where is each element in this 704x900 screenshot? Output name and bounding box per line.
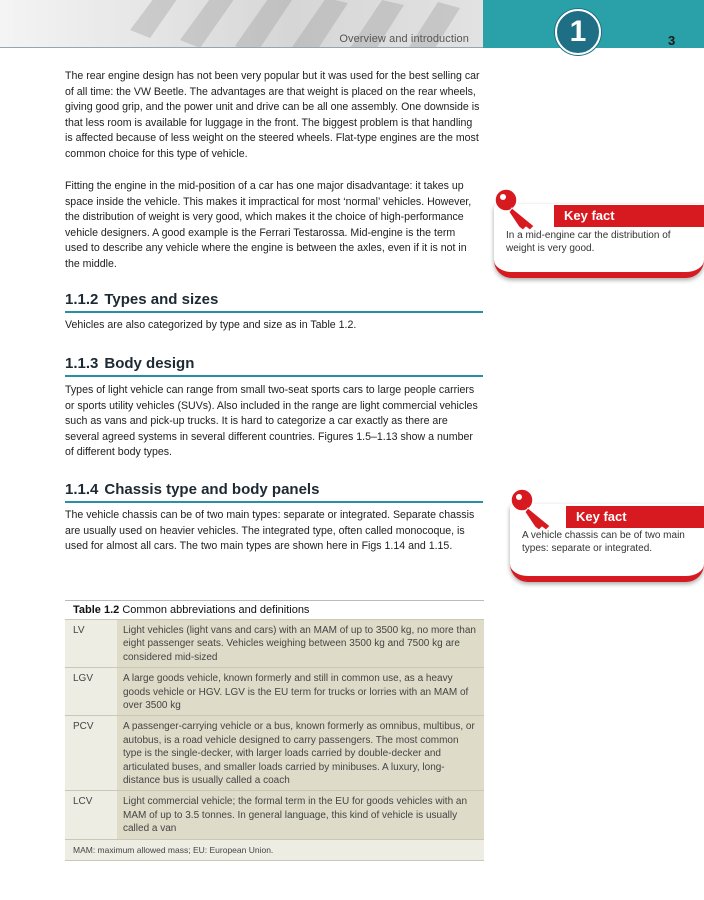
section-title: Body design [104, 355, 195, 372]
table-cell-abbr: LCV [65, 791, 117, 839]
table-cell-definition: Light commercial vehicle; the formal term in the EU for goods vehicles with an MAM of up to 3.5 tonnes. In general language, this kind of vehicle is usually called a van [117, 791, 484, 839]
table-cell-abbr: LGV [65, 668, 117, 716]
section-title: Chassis type and body panels [104, 481, 320, 498]
table-caption-text: Common abbreviations and definitions [122, 604, 310, 616]
table-cell-definition: A large goods vehicle, known formerly and still in common use, as a heavy goods vehicle or HGV. LGV is the EU term for trucks or lorries with an MAM of over 3500 kg [117, 668, 484, 716]
paragraph-rear-engine: The rear engine design has not been very popular but it was used for the best selling car of all time: the VW Beetle. The advantages are that weight is placed on the rear wheels, giving good grip, and the power unit and drive can be all one assembly. One downside is that less room is available for luggage in the front. The biggest problem is that handling is affected because of less weight on the steered wheels. Flat-type engines are the most common choice for this type of vehicle. [65, 70, 480, 160]
key-fact-text: In a mid-engine car the distribution of weight is very good. [506, 230, 671, 254]
paragraph-types-and-sizes: Vehicles are also categorized by type and size as in Table 1.2. [65, 319, 357, 331]
key-fact-box [510, 486, 704, 584]
table-footnote: MAM: maximum allowed mass; EU: European Union. [65, 839, 484, 861]
table-row [65, 620, 484, 668]
table-cell-definition: Light vehicles (light vans and cars) with an MAM of up to 3500 kg, no more than eight passenger seats. Vehicles weighing between 3500 kg and 7500 kg are considered mid-sized [117, 620, 484, 668]
section-label: Overview and introduction [339, 33, 469, 45]
table-cell-abbr: PCV [65, 716, 117, 791]
table-label: Table 1.2 [73, 604, 120, 616]
table-row [65, 668, 484, 716]
key-icon [492, 186, 546, 234]
section-title: Types and sizes [104, 291, 219, 308]
section-number: 1.1.3 [65, 355, 99, 372]
section-heading-chassis-type [65, 481, 483, 503]
section-heading-body-design [65, 355, 483, 377]
table-body [65, 619, 484, 839]
table-row [65, 791, 484, 839]
table-caption [65, 600, 484, 619]
key-fact-title: Key fact [554, 205, 704, 227]
page-number: 3 [668, 33, 676, 48]
table-cell-abbr: LV [65, 620, 117, 668]
section-heading-types-and-sizes [65, 291, 483, 313]
abbreviations-table [65, 600, 484, 861]
paragraph-body-design: Types of light vehicle can range from small two-seat sports cars to large people carriers or sports utility vehicles (SUVs). Also included in the range are light commercial vehicles such as vans and pick-up trucks. It is hard to categorize a car exactly as there are several agreed systems in several different countries. Figures 1.5–1.13 show a number of different body types. [65, 384, 478, 459]
section-number: 1.1.4 [65, 481, 99, 498]
header-band [0, 0, 483, 48]
section-number: 1.1.2 [65, 291, 99, 308]
key-fact-box [494, 186, 704, 284]
chapter-number-badge: 1 [555, 9, 601, 55]
header-rule [0, 47, 483, 48]
paragraph-chassis-type: The vehicle chassis can be of two main types: separate or integrated. Separate chassis are usually used on heavier vehicles. The integrated type, often called monocoque, is used for almost all cars. The two main types are shown here in Figs 1.14 and 1.15. [65, 509, 475, 553]
key-icon [508, 486, 562, 534]
table-row [65, 716, 484, 791]
key-fact-title: Key fact [566, 506, 704, 528]
table-cell-definition: A passenger-carrying vehicle or a bus, known formerly as omnibus, multibus, or autobus, is a road vehicle designed to carry passengers. The most common type is the single-decker, with larger loads carried by double-decker and articulated buses, and smaller loads carried by minibuses. A luxury, long-distance bus is usually called a coach [117, 716, 484, 791]
paragraph-mid-engine: Fitting the engine in the mid-position of a car has one major disadvantage: it takes up space inside the vehicle. This makes it impractical for most ‘normal’ vehicles. However, the distribution of weight is very good, which makes it the choice of high-performance vehicle designers. A good example is the Ferrari Testarossa. Mid-engine is the term used to describe any vehicle where the engine is between the axles, even if it is not in the middle. [65, 180, 472, 270]
key-fact-text: A vehicle chassis can be of two main types: separate or integrated. [522, 530, 685, 554]
